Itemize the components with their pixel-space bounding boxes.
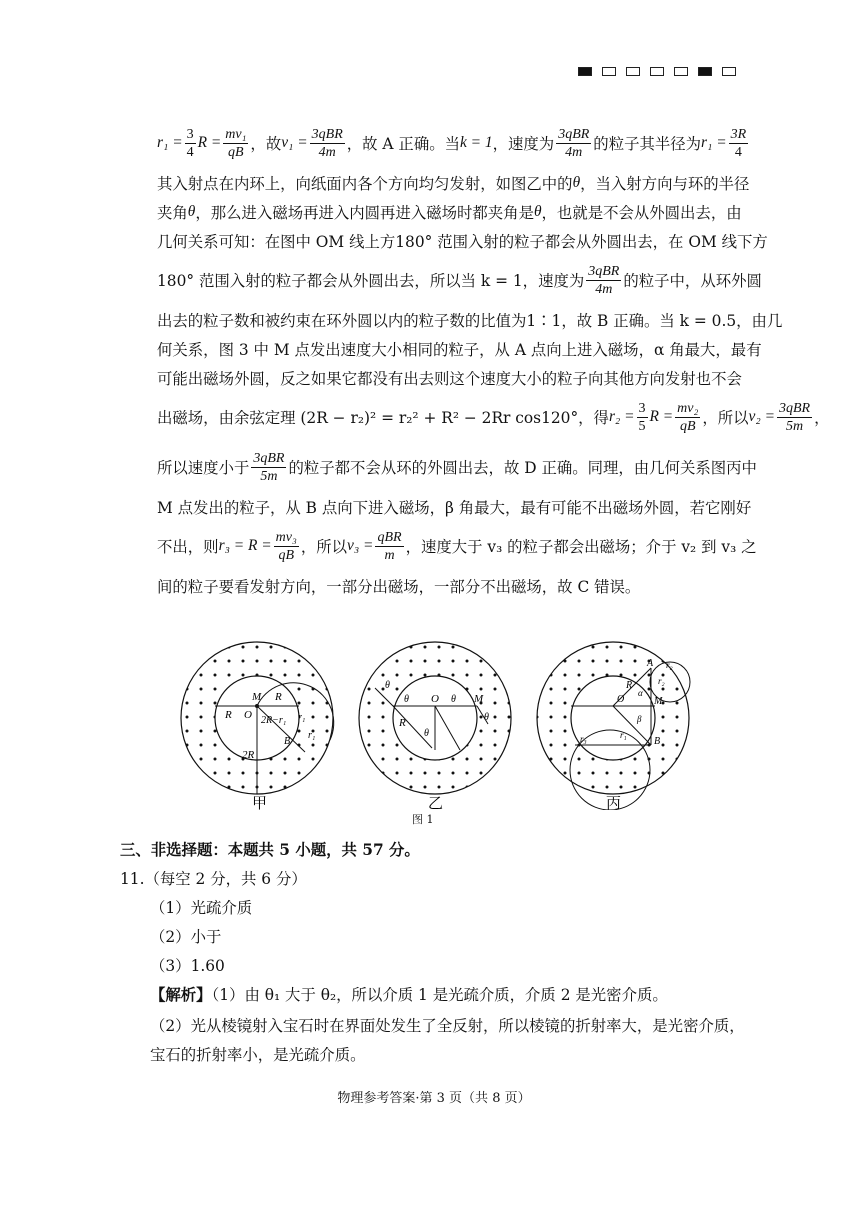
fraction: $\frac{\text{mv₁}}{qB}$ — [225, 126, 247, 160]
svg-text:r₂: r₂ — [666, 660, 673, 670]
svg-text:R: R — [399, 717, 406, 729]
svg-text:2R−r₁: 2R−r₁ — [261, 715, 287, 726]
formula: r₁ = — [701, 134, 727, 151]
page-mark — [602, 67, 616, 76]
svg-text:r₃: r₃ — [580, 734, 587, 744]
figure-label-bing: 丙 — [606, 794, 622, 810]
svg-text:r₁: r₁ — [308, 730, 316, 741]
svg-text:O: O — [244, 709, 252, 721]
text: ，故 A 正确。当 — [346, 135, 460, 153]
text-line: 所以速度小于 $\frac{\text{3qBR}}{5m}$ 的粒子都不会从环的外圆出去，故 D 正确。同理，由几何关系图丙中 — [157, 450, 757, 484]
page-marks — [578, 67, 736, 76]
fraction: $\frac{3}{4}$ — [186, 126, 194, 160]
text-line: 出磁场，由余弦定理 (2R − r₂)² = r₂² + R² − 2Rr cos120°，得 r₂ = $\frac{3}{5}$ R = $\frac{\text{mv₂}}{qB}$ ，所以 v₂ = $\frac{\text{3qBR}}{5m}$ ， — [157, 400, 830, 434]
formula: R = — [197, 134, 222, 151]
fraction: $\frac{3}{5}$ — [638, 400, 646, 434]
text: ，速度为 — [492, 135, 555, 153]
analysis-2: （2）光从棱镜射入宝石时在界面处发生了全反射，所以棱镜的折射率大，是光密介质， — [150, 1017, 745, 1035]
formula: v₁ = — [281, 134, 308, 151]
page-mark — [674, 67, 688, 76]
svg-text:r₂: r₂ — [658, 676, 665, 686]
fraction: $\frac{\text{3qBR}}{5m}$ — [778, 400, 811, 434]
analysis-1: 【解析】（1）由 θ₁ 大于 θ₂，所以介质 1 是光疏介质，介质 2 是光密介质。 — [150, 986, 668, 1004]
text-line: 何关系，图 3 中 M 点发出速度大小相同的粒子，从 A 点向上进入磁场，α 角最大，最有 — [157, 340, 762, 359]
svg-text:2R: 2R — [242, 749, 255, 761]
svg-text:θ: θ — [404, 694, 409, 705]
question-11: 11.（每空 2 分，共 6 分） — [120, 870, 307, 888]
fraction: $\frac{\text{3qBR}}{4m}$ — [311, 126, 343, 160]
formula: k = 1 — [460, 134, 493, 151]
text-line: 不出，则 r₃ = R = $\frac{\text{mv₃}}{qB}$ ，所以 v₃ = $\frac{\text{qBR}}{m}$ ，速度大于 v₃ 的粒子都会出磁场；介于 v₂ 到 v₃ 之 — [157, 529, 757, 563]
section-title: 三、非选择题：本题共 5 小题，共 57 分。 — [120, 841, 420, 859]
answer-2: （2）小于 — [150, 928, 222, 946]
svg-text:M: M — [654, 696, 663, 707]
figure-caption: 图 1 — [412, 813, 434, 826]
diagram-bing — [536, 640, 696, 810]
page-mark — [722, 67, 736, 76]
page-mark — [698, 67, 712, 76]
svg-text:β: β — [637, 714, 642, 724]
svg-text:B: B — [284, 736, 291, 747]
fraction: $\frac{\text{mv₃}}{qB}$ — [275, 529, 297, 563]
answer-3: （3）1.60 — [150, 957, 225, 975]
page-mark — [578, 67, 592, 76]
svg-text:θ: θ — [424, 728, 429, 739]
fraction: $\frac{\text{3qBR}}{4m}$ — [558, 126, 590, 160]
svg-text:A: A — [647, 658, 654, 669]
svg-text:θ: θ — [451, 694, 456, 705]
text-line: 可能出磁场外圆，反之如果它都没有出去则这个速度大小的粒子向其他方向发射也不会 — [157, 369, 742, 388]
figure-label-yi: 乙 — [428, 794, 444, 810]
figure-1 — [180, 640, 700, 810]
solution-text — [157, 118, 830, 600]
text-line: 其入射点在内环上，向纸面内各个方向均匀发射，如图乙中的 θ ，当入射方向与环的半径 — [157, 173, 750, 193]
text-line — [157, 118, 747, 168]
fraction: $\frac{\text{qBR}}{m}$ — [377, 529, 402, 563]
answer-1: （1）光疏介质 — [150, 899, 253, 917]
svg-text:R: R — [626, 680, 633, 691]
fraction: $\frac{\text{3qBR}}{5m}$ — [253, 450, 285, 484]
svg-text:R: R — [275, 691, 282, 703]
analysis-3: 宝石的折射率小，是光疏介质。 — [150, 1046, 366, 1064]
text-line: 出去的粒子数和被约束在环外圆以内的粒子数的比值为1∶1，故 B 正确。当 k = 0.5，由几 — [157, 311, 783, 330]
svg-text:B: B — [654, 736, 661, 747]
text-line: 间的粒子要看发射方向，一部分出磁场，一部分不出磁场，故 C 错误。 — [157, 577, 641, 596]
svg-text:r₁: r₁ — [298, 712, 306, 723]
label: M — [252, 691, 262, 703]
svg-text:α: α — [638, 688, 643, 698]
fraction: $\frac{\text{mv₂}}{qB}$ — [677, 400, 699, 434]
svg-text:θ: θ — [484, 712, 489, 723]
svg-text:R: R — [225, 709, 232, 721]
page-mark — [626, 67, 640, 76]
figure-label-jia: 甲 — [252, 794, 268, 810]
text-line: 几何关系可知：在图中 OM 线上方180° 范围入射的粒子都会从外圆出去，在 OM 线下方 — [157, 232, 768, 251]
text-line: 夹角 θ ，那么进入磁场再进入内圆再进入磁场时都夹角是 θ ，也就是不会从外圆出去，由 — [157, 202, 742, 222]
fraction: $\frac{3R}{4}$ — [730, 126, 747, 160]
svg-text:M: M — [474, 693, 484, 705]
page-mark — [650, 67, 664, 76]
svg-text:O: O — [617, 694, 625, 705]
text: 的粒子其半径为 — [593, 135, 702, 153]
text: ，故 — [250, 135, 282, 153]
diagram-jia — [180, 640, 340, 800]
svg-text:θ: θ — [385, 680, 390, 691]
text-line: 180° 范围入射的粒子都会从外圆出去，所以当 k = 1，速度为 $\frac{\text{3qBR}}{4m}$ 的粒子中，从环外圆 — [157, 263, 762, 297]
svg-text:r₁: r₁ — [620, 730, 627, 740]
diagram-yi — [358, 640, 518, 800]
formula: r₁ = — [157, 134, 183, 151]
page-footer: 物理参考答案·第 3 页（共 8 页） — [337, 1091, 531, 1106]
svg-text:O: O — [431, 693, 439, 705]
text-line: M 点发出的粒子，从 B 点向下进入磁场，β 角最大，最有可能不出磁场外圆，若它刚好 — [157, 498, 752, 517]
fraction: $\frac{\text{3qBR}}{4m}$ — [588, 263, 620, 297]
